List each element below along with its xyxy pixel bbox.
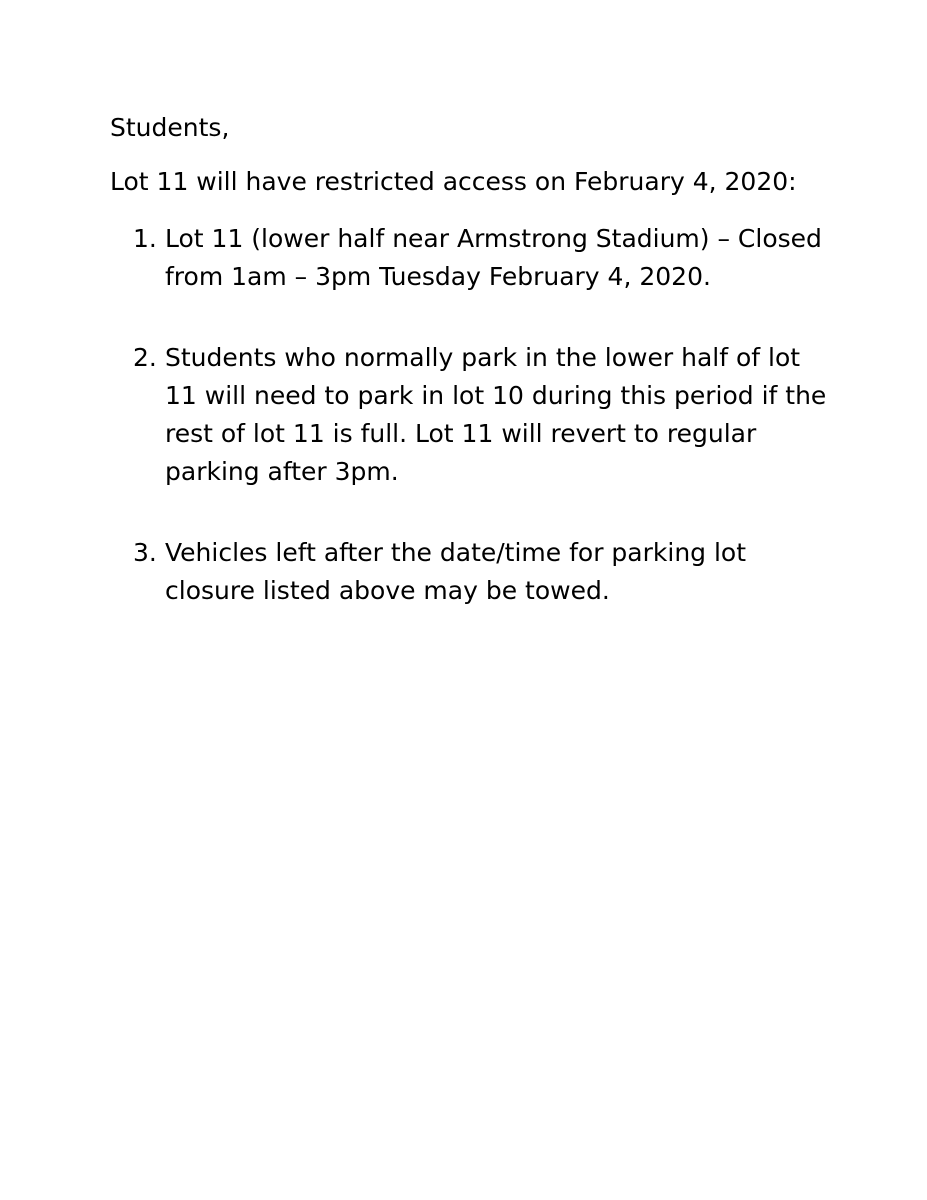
list-item-text: Students who normally park in the lower half of lot 11 will need to park in lot 10 during this period if the rest of lot 11 is full. Lot 11 will revert to regular parking after 3pm. (165, 343, 827, 486)
greeting: Students, (110, 113, 230, 142)
list-item-number: 1. (133, 224, 157, 253)
intro-line: Lot 11 will have restricted access on February 4, 2020: (110, 167, 797, 196)
list-item-text: Lot 11 (lower half near Armstrong Stadium) – Closed from 1am – 3pm Tuesday February 4, 2020. (165, 224, 822, 291)
list-item (133, 534, 833, 610)
list-item-number: 3. (133, 538, 157, 567)
list-item-text: Vehicles left after the date/time for parking lot closure listed above may be towed. (165, 538, 747, 605)
list-item (133, 339, 833, 491)
list-item-number: 2. (133, 343, 157, 372)
list-item (133, 220, 833, 296)
